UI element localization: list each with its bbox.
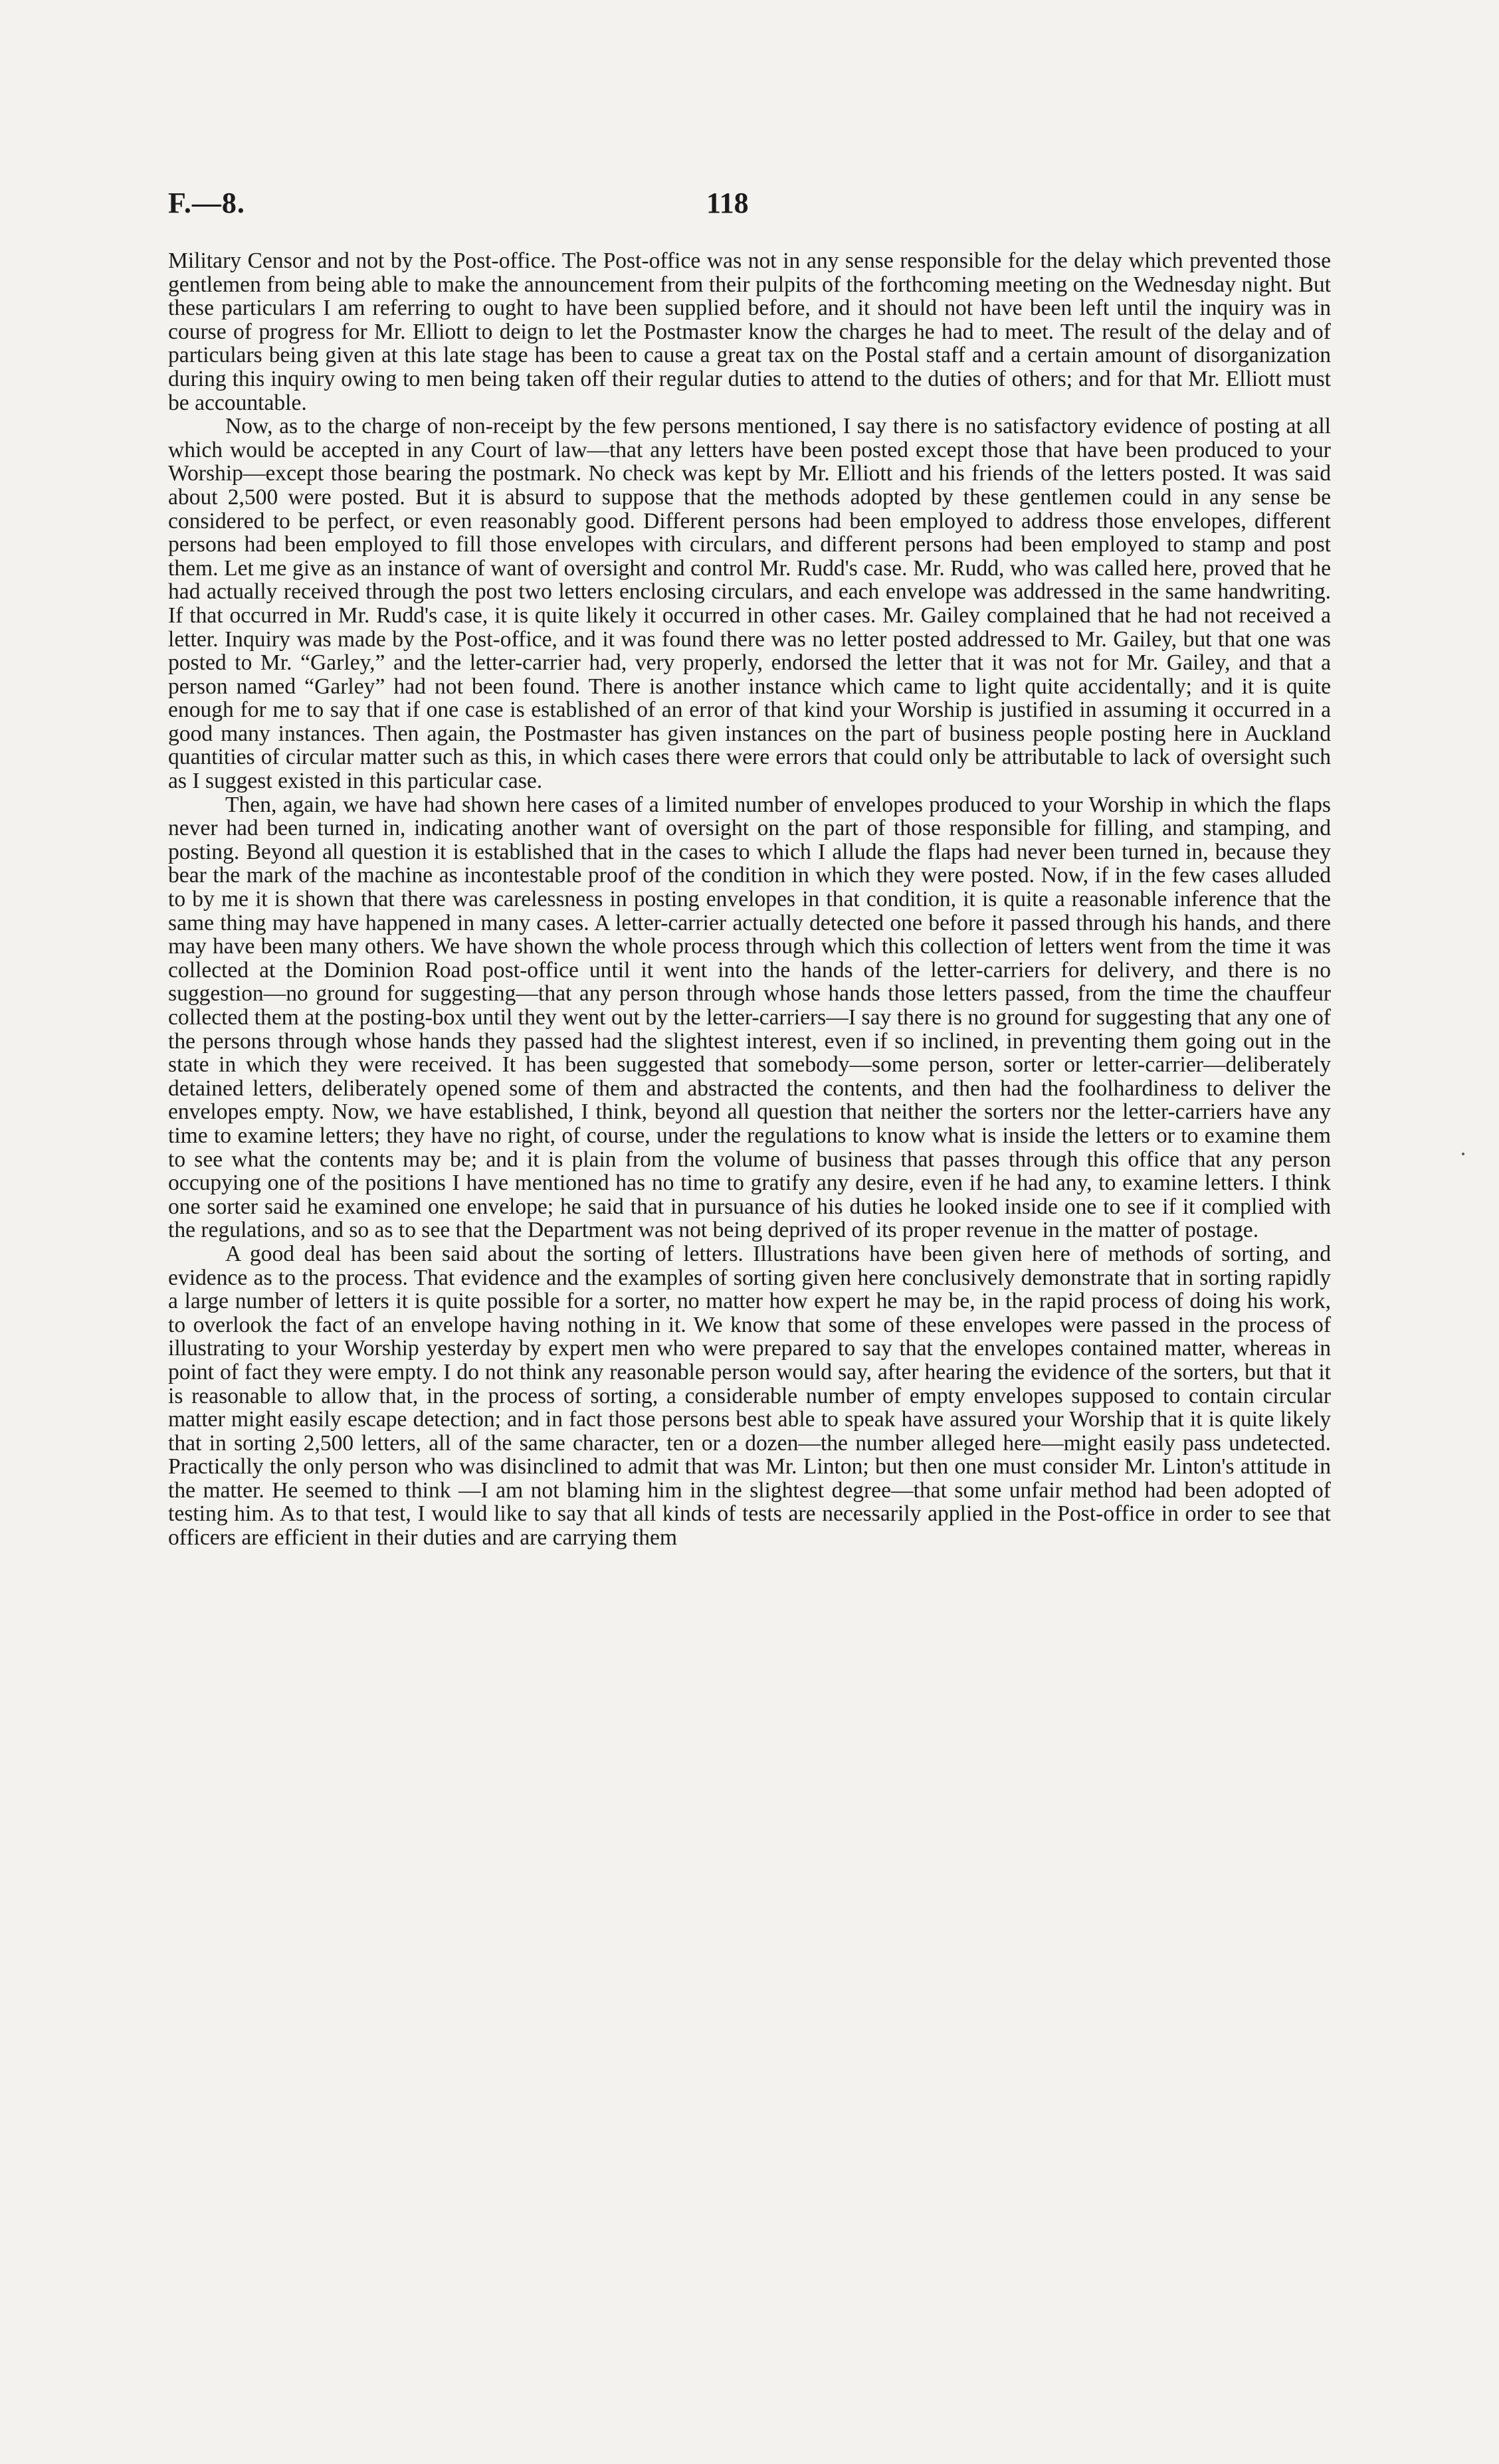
paragraph: Now, as to the charge of non-receipt by the few persons mentioned, I say there is no satisfactory evidence of posting at all which would be accepted in any Court of law—that any letters have been posted except those that have been produced to your Worship—except those bearing the postmark. No check was kept by Mr. Elliott and his friends of the letters posted. It was said about 2,500 were posted. But it is absurd to suppose that the methods adopted by these gentlemen could in any sense be considered to be perfect, or even reasonably good. Different persons had been employed to address those envelopes, different persons had been employed to fill those envelopes with circulars, and different persons had been employed to stamp and post them. Let me give as an instance of want of oversight and control Mr. Rudd's case. Mr. Rudd, who was called here, proved that he had actually received through the post two letters enclosing circulars, and each envelope was addressed in the same handwriting. If that occurred in Mr. Rudd's case, it is quite likely it occurred in other cases. Mr. Gailey complained that he had not received a letter. Inquiry was made by the Post-office, and it was found there was no letter posted addressed to Mr. Gailey, but that one was posted to Mr. “Garley,” and the letter-carrier had, very properly, endorsed the letter that it was not for Mr. Gailey, and that a person named “Garley” had not been found. There is another instance which came to light quite accidentally; and it is quite enough for me to say that if one case is established of an error of that kind your Worship is justified in assuming it occurred in a good many instances. Then again, the Postmaster has given instances on the part of business people posting here in Auckland quantities of circular matter such as this, in which cases there were errors that could only be attributable to lack of oversight such as I suggest existed in this particular case. [168, 414, 1331, 794]
margin-mark [1462, 1153, 1464, 1155]
page-header [168, 186, 1331, 226]
body-text [168, 249, 1331, 1550]
paragraph: Military Censor and not by the Post-office. The Post-office was not in any sense responsible for the delay which prevented those gentlemen from being able to make the announcement from their pulpits of the forthcoming meeting on the Wednesday night. But these particulars I am referring to ought to have been supplied before, and it should not have been left until the inquiry was in course of progress for Mr. Elliott to deign to let the Postmaster know the charges he had to meet. The result of the delay and of particulars being given at this late stage has been to cause a great tax on the Postal staff and a certain amount of disorganization during this inquiry owing to men being taken off their regular duties to attend to the duties of others; and for that Mr. Elliott must be accountable. [168, 248, 1331, 415]
document-reference: F.—8. [168, 187, 245, 219]
paragraph: A good deal has been said about the sorting of letters. Illustrations have been given here of methods of sorting, and evidence as to the process. That evidence and the examples of sorting given here conclusively demonstrate that in sorting rapidly a large number of letters it is quite possible for a sorter, no matter how expert he may be, in the rapid process of doing his work, to overlook the fact of an envelope having nothing in it. We know that some of these envelopes were passed in the process of illustrating to your Worship yesterday by expert men who were prepared to say that the envelopes contained matter, whereas in point of fact they were empty. I do not think any reasonable person would say, after hearing the evidence of the sorters, but that it is reasonable to allow that, in the process of sorting, a considerable number of empty envelopes supposed to contain circular matter might easily escape detection; and in fact those persons best able to speak have assured your Worship that it is quite likely that in sorting 2,500 letters, all of the same character, ten or a dozen—the number alleged here—might easily pass undetected. Practically the only person who was disinclined to admit that was Mr. Linton; but then one must consider Mr. Linton's attitude in the matter. He seemed to think —I am not blaming him in the slightest degree—that some unfair method had been adopted of testing him. As to that test, I would like to say that all kinds of tests are necessarily applied in the Post-office in order to see that officers are efficient in their duties and are carrying them [168, 1241, 1331, 1551]
paragraph: Then, again, we have had shown here cases of a limited number of envelopes produced to your Worship in which the flaps never had been turned in, indicating another want of oversight on the part of those responsible for filling, and stamping, and posting. Beyond all question it is established that in the cases to which I allude the flaps had never been turned in, because they bear the mark of the machine as incontestable proof of the condition in which they were posted. Now, if in the few cases alluded to by me it is shown that there was carelessness in posting envelopes in that condition, it is quite a reasonable inference that the same thing may have happened in many cases. A letter-carrier actually detected one before it passed through his hands, and there may have been many others. We have shown the whole process through which this collection of letters went from the time it was collected at the Dominion Road post-office until it went into the hands of the letter-carriers for delivery, and there is no suggestion—no ground for suggesting—that any person through whose hands those letters passed, from the time the chauffeur collected them at the posting-box until they went out by the letter-carriers—I say there is no ground for suggesting that any one of the persons through whose hands they passed had the slightest interest, even if so inclined, in preventing them going out in the state in which they were received. It has been suggested that somebody—some person, sorter or letter-carrier—deliberately detained letters, deliberately opened some of them and abstracted the contents, and then had the foolhardiness to deliver the envelopes empty. Now, we have established, I think, beyond all question that neither the sorters nor the letter-carriers have any time to examine letters; they have no right, of course, under the regulations to know what is inside the letters or to examine them to see what the contents may be; and it is plain from the volume of business that passes through this office that any person occupying one of the positions I have mentioned has no time to gratify any desire, even if he had any, to examine letters. I think one sorter said he examined one envelope; he said that in pursuance of his duties he looked inside one to see if it complied with the regulations, and so as to see that the Department was not being deprived of its proper revenue in the matter of postage. [168, 792, 1331, 1243]
page-number: 118 [706, 187, 749, 219]
